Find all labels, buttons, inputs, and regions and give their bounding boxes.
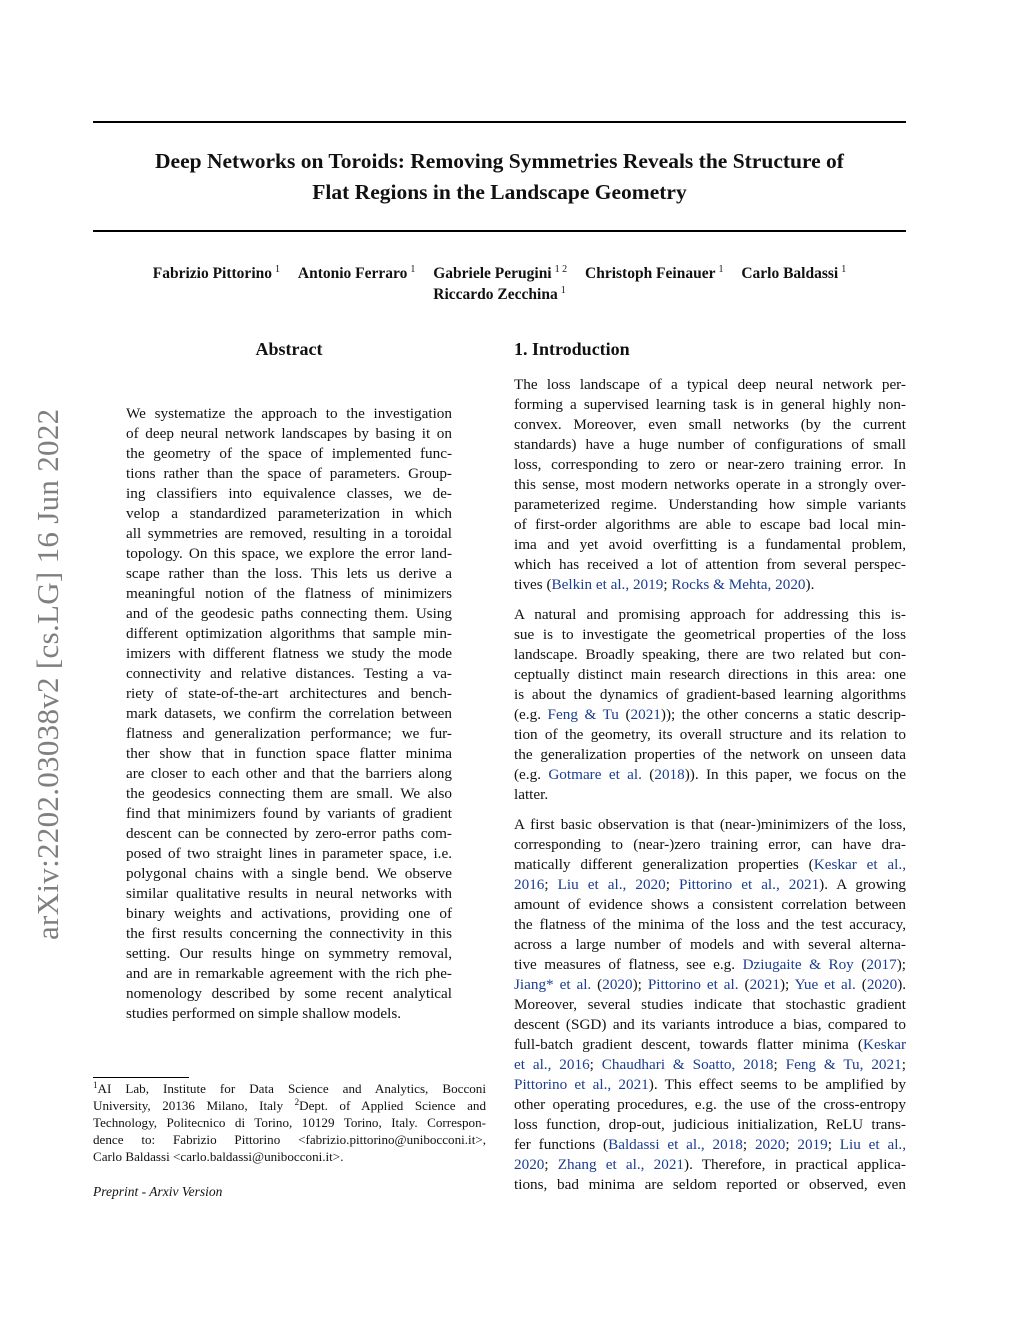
citation-link[interactable]: 2019 [797,1136,828,1153]
citation-link[interactable]: 2020 [754,1136,786,1153]
citation-link[interactable]: Pittorino et al. [647,976,739,993]
abstract-heading: Abstract [255,339,323,359]
abstract-line: and of the geodesic paths connecting them. Using [126,605,452,622]
citation-link[interactable]: Zhang et al., 2021 [557,1156,685,1173]
abstract-line: all symmetries are removed, resulting in a toroidal [126,525,452,542]
author: Gabriele Perugini $^{1 2}$ [433,264,568,282]
abstract-line: connectivity and relative distances. Testing a va- [126,665,452,682]
abstract-line: imizers with different flatness we study the mode [126,645,452,662]
abstract-line: riety of state-of-the-art architectures and bench- [126,685,452,702]
author: Antonio Ferraro $^1$ [297,264,416,282]
citation-link[interactable]: Keskar et al., [813,856,906,873]
abstract-body [126,404,452,1024]
abstract-line: mark datasets, we confirm the correlation between [126,705,452,722]
citation-link[interactable]: Keskar [862,1036,906,1053]
citation-link[interactable]: Yue et al. [794,976,856,993]
citation-link[interactable]: Feng & Tu [547,706,619,723]
abstract-line: the first results concerning the connectivity in this [126,925,452,942]
abstract-line: setting. Our results hinge on symmetry removal, [126,945,452,962]
citation-link[interactable]: Jiang* et al. [514,976,592,993]
abstract-line: similar qualitative results in neural networks with [126,885,452,902]
citation-link[interactable]: 2020 [602,976,633,993]
citation-link[interactable]: 2021 [749,976,780,993]
abstract-line: different optimization algorithms that sample min- [126,625,452,642]
title-line-1: Deep Networks on Toroids: Removing Symmetries Reveals the Structure of [155,149,844,173]
author: Christoph Feinauer $^1$ [585,264,724,282]
abstract-line: descent can be connected by zero-error paths com- [126,825,452,842]
citation-link[interactable]: Belkin et al., 2019 [551,576,664,593]
abstract-line: We systematize the approach to the investigation [126,405,452,422]
citation-link[interactable]: 2021 [630,706,661,723]
footnote-rule [93,1077,189,1078]
abstract-line: tions rather than the space of parameters. Group- [126,465,452,482]
citation-link[interactable]: Liu et al., 2020 [557,876,666,893]
abstract-line: the geometry of the space of implemented func- [126,445,452,462]
citation-link[interactable]: Liu et al., [839,1136,907,1153]
citation-link[interactable]: 2018 [654,766,685,783]
abstract-line: and are in remarkable agreement with the rich phe- [126,965,452,982]
citation-link[interactable]: 2020 [866,976,898,993]
abstract-line: flatness and generalization performance; we fur- [126,725,452,742]
intro-paragraph-1: The loss landscape of a typical deep neural network per- forming a supervised learning task is in general highly non- convex. Moreover, even small networks (by the current standards) have a huge number of configurations of small loss, corresponding to zero or near-zero training error. In this sense, most modern networks operate in a strongly over- parameterized regime. Understanding how simple variants of first-order algorithms are able to escape bad local min- ima and yet avoid overfitting is a fundamental problem, which has received a lot of attention from several perspec- tives (Belkin et al., 2019; Rocks & Mehta, 2020). [514,376,906,593]
citation-link[interactable]: et al., 2016 [514,1056,590,1073]
abstract-line: binary weights and activations, providing one of [126,905,452,922]
title-top-rule [93,121,906,123]
citation-link[interactable]: Pittorino et al., 2021 [514,1076,649,1093]
abstract-line: the geodesics connecting them are small. We also [126,785,452,802]
abstract-line: studies performed on simple shallow models. [126,1005,402,1022]
intro-paragraph-3: A first basic observation is that (near-)minimizers of the loss, corresponding to (near-)zero training error, can have dra- matically different generalization properties (Keskar et al., 2016; Liu et al., 2020; Pittorino et al., 2021). A growing amount of evidence shows a consistent correlation between the flatness of the minima of the loss and the test accuracy, across a large number of models and with several alterna- tive measures of flatness, see e.g. Dziugaite & Roy (2017); Jiang* et al. (2020); Pittorino et al. (2021); Yue et al. (2020). Moreover, several studies indicate that stochastic gradient descent (SGD) and its variants introduce a bias, compared to full-batch gradient descent, towards flatter minima (Keskar et al., 2016; Chaudhari & Soatto, 2018; Feng & Tu, 2021; Pittorino et al., 2021). This effect seems to be amplified by other operating procedures, e.g. the use of the cross-entropy loss function, drop-out, judicious initialization, ReLU trans- fer functions (Baldassi et al., 2018; 2020; 2019; Liu et al., 2020; Zhang et al., 2021). Therefore, in practical applica- tions, bad minima are seldom reported or observed, even [514,816,907,1193]
title-line-2: Flat Regions in the Landscape Geometry [312,180,687,204]
title-bottom-rule [93,230,906,232]
abstract-line: topology. On this space, we explore the error land- [126,545,452,562]
author: Riccardo Zecchina $^1$ [433,285,566,303]
abstract-line: ing classifiers into equivalence classes, we de- [126,485,452,502]
abstract-line: velop a standardized parameterization in which [126,505,452,522]
citation-link[interactable]: Rocks & Mehta, 2020 [671,576,806,593]
citation-link[interactable]: Dziugaite & Roy [742,956,854,973]
abstract-line: of deep neural network landscapes by basing it on [126,425,452,442]
abstract-line: scape rather than the loss. This lets us derive a [126,565,452,582]
author-list [93,263,906,305]
abstract-line: ther show that in function space flatter minima [126,745,452,762]
abstract-line: polygonal chains with a single bend. We observe [126,865,452,882]
abstract-line: are closer to each other and that the barriers along [126,765,452,782]
introduction-heading: 1. Introduction [514,339,630,359]
citation-link[interactable]: 2016 [514,876,545,893]
abstract-line: meaningful notion of the flatness of minimizers [126,585,452,602]
arxiv-identifier-stamp: arXiv:2202.03038v2 [cs.LG] 16 Jun 2022 [30,408,65,940]
preprint-note: Preprint - Arxiv Version [93,1184,223,1199]
author: Fabrizio Pittorino $^1$ [152,264,280,282]
abstract-line: nomenology described by some recent analytical [126,985,452,1002]
citation-link[interactable]: Chaudhari & Soatto, 2018 [601,1056,774,1073]
author: Carlo Baldassi $^1$ [741,264,847,282]
affiliation-footnote: $^1$AI Lab, Institute for Data Science and Analytics, Bocconi University, 20136 Milano, Italy $^2$Dept. of Applied Science and Technology, Politecnico di Torino, 10129 Torino, Italy. Correspon- dence to: Fabrizio Pittorino <fabrizio.pittorino@unibocconi.it>, Carlo Baldassi <carlo.baldassi@unibocconi.it>. [93,1080,486,1164]
abstract-line: find that minimizers found by variants of gradient [126,805,452,822]
abstract-line: posed of two straight lines in parameter space, i.e. [126,845,452,862]
citation-link[interactable]: Gotmare et al. [548,766,642,783]
citation-link[interactable]: Feng & Tu, 2021 [785,1056,902,1073]
paper-title [93,146,906,208]
citation-link[interactable]: 2017 [866,956,897,973]
citation-link[interactable]: Baldassi et al., 2018 [608,1136,743,1153]
intro-paragraph-2: A natural and promising approach for addressing this is- sue is to investigate the geometrical properties of the loss landscape. Broadly speaking, there are two related but con- ceptually distinct main research directions in this area: one is about the dynamics of gradient-based learning algorithms (e.g. Feng & Tu (2021)); the other concerns a static descrip- tion of the geometry, its overall structure and its relation to the generalization properties of the network on unseen data (e.g. Gotmare et al. (2018)). In this paper, we focus on the latter. [514,606,906,803]
citation-link[interactable]: Pittorino et al., 2021 [679,876,820,893]
citation-link[interactable]: 2020 [514,1156,545,1173]
